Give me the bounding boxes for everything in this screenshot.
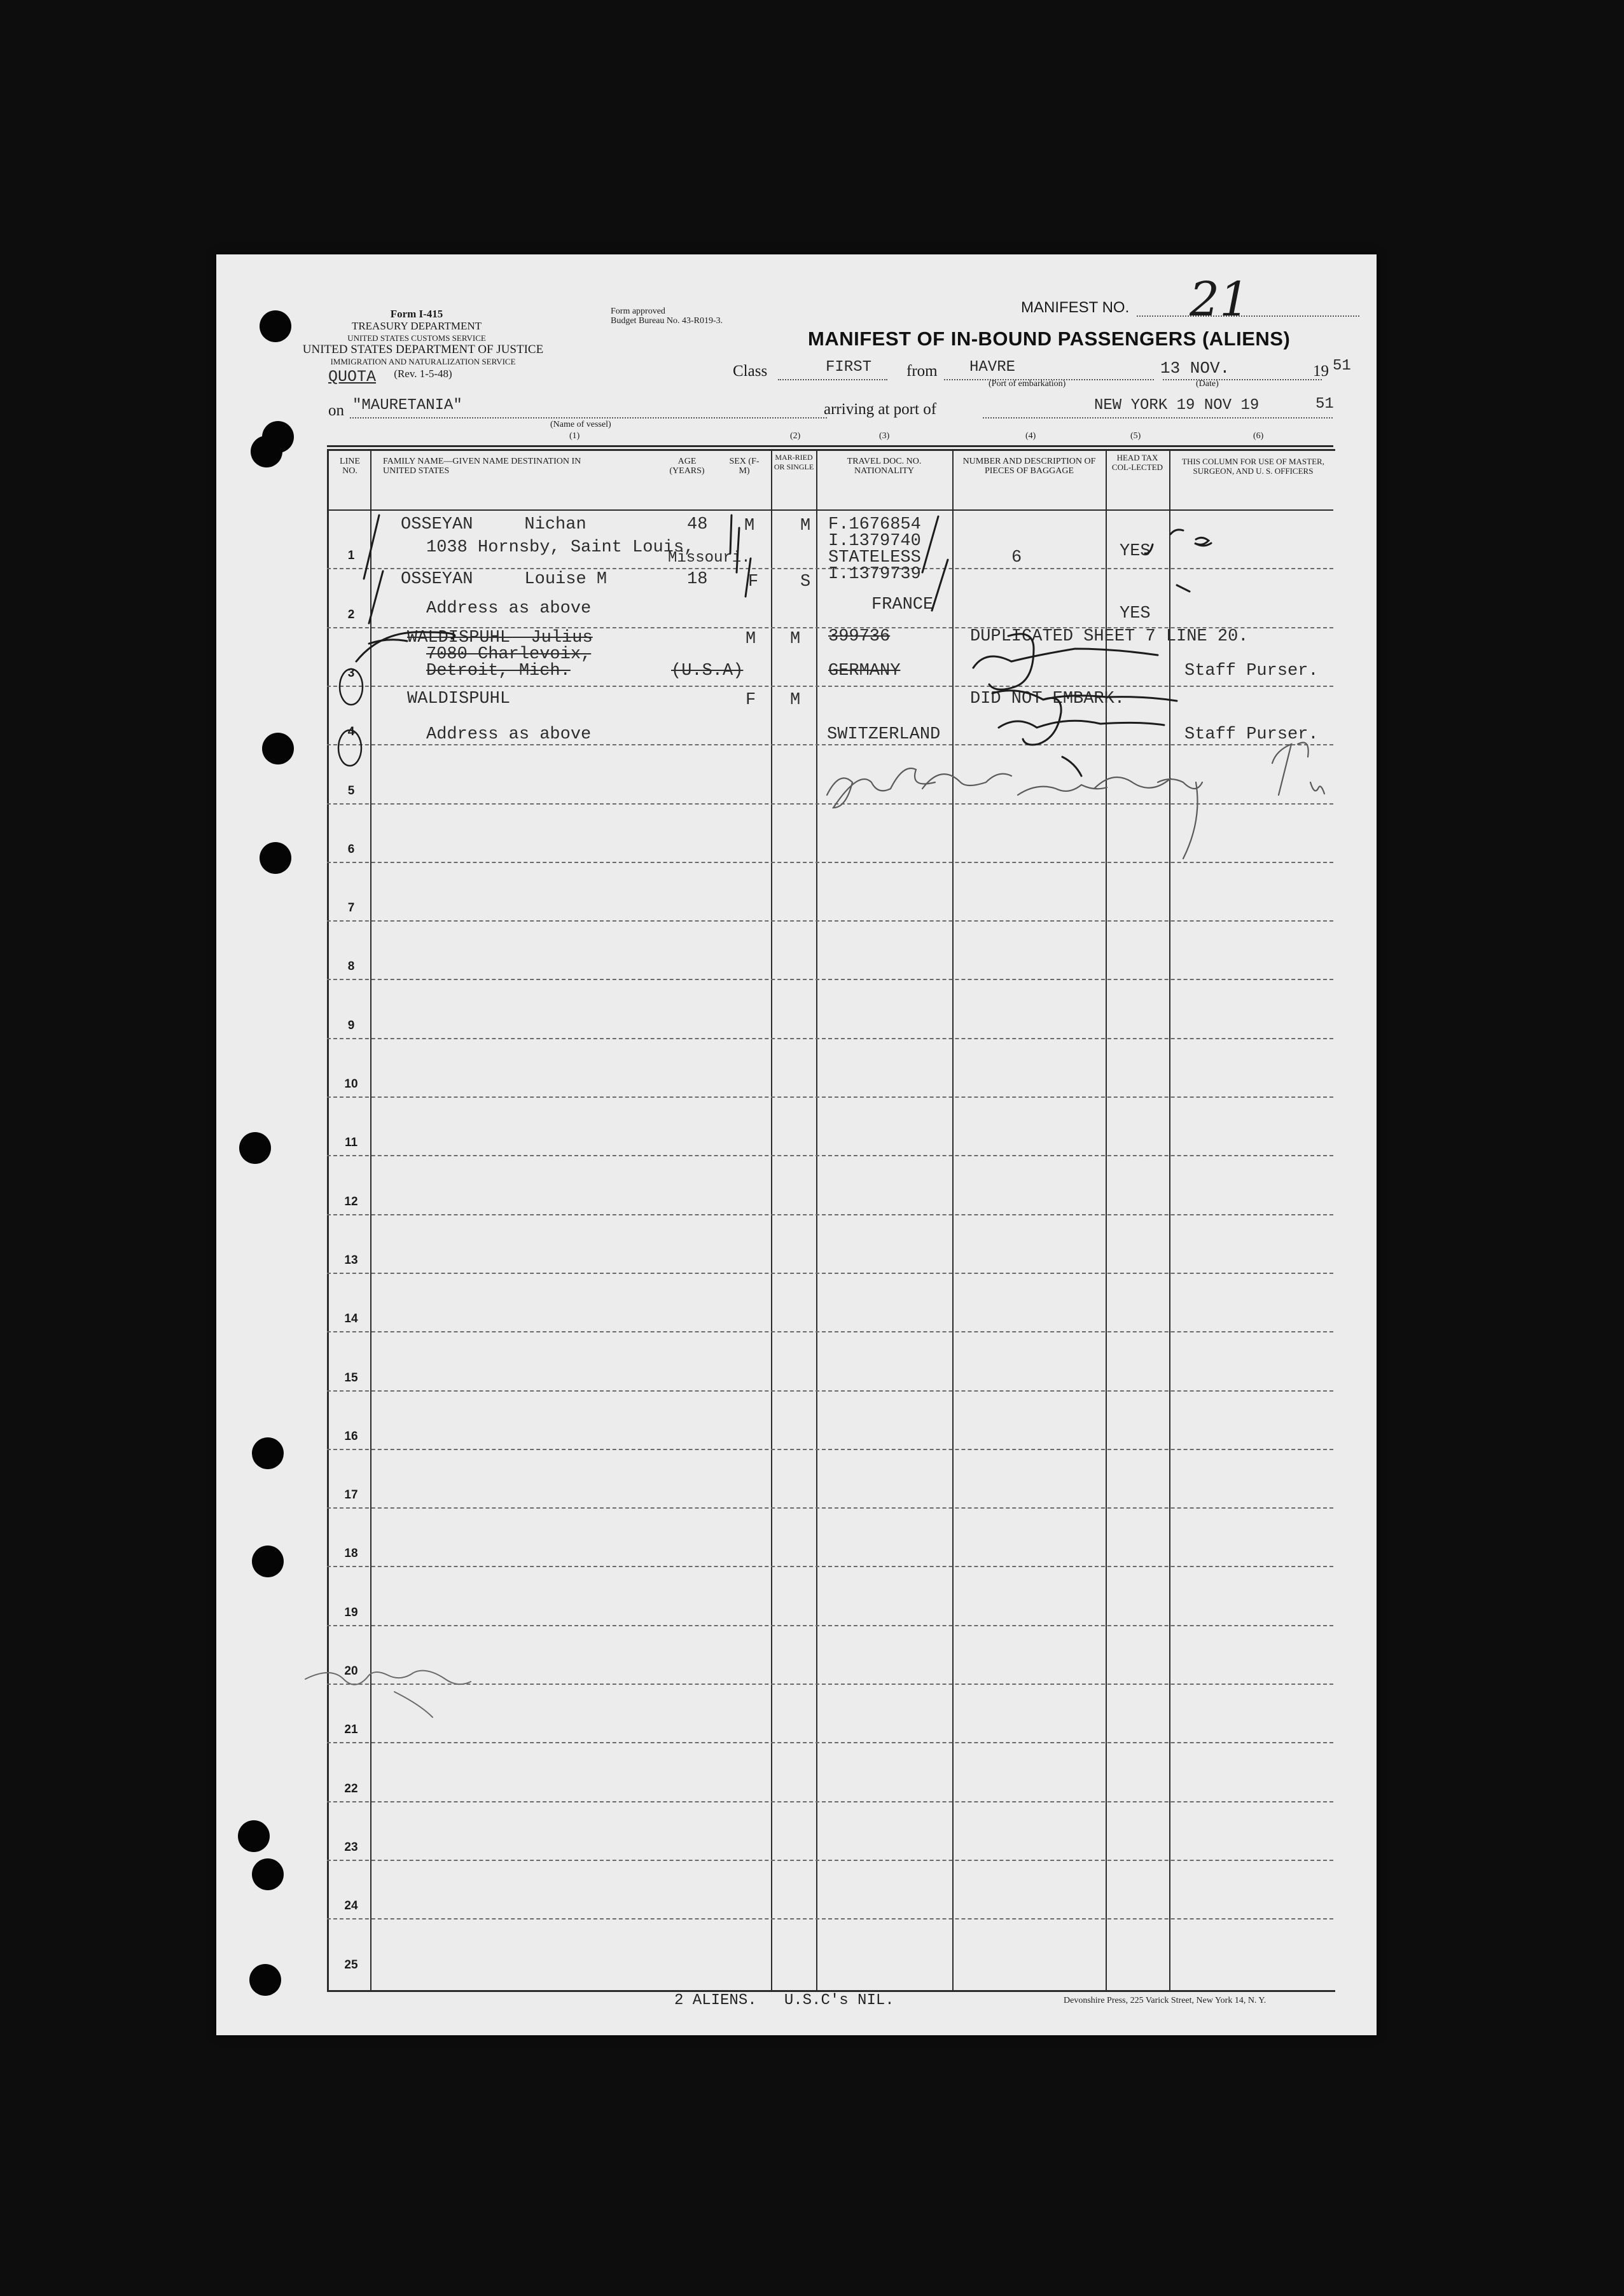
row3-nationality: GERMANY bbox=[828, 661, 901, 681]
row2-head-tax: YES bbox=[1120, 604, 1151, 623]
row1-doc1: F.1676854 bbox=[828, 515, 921, 534]
row3-staff-purser: Staff Purser. bbox=[1184, 661, 1319, 681]
line-number: 24 bbox=[344, 1899, 358, 1913]
line-number: 2 bbox=[347, 607, 355, 621]
printer-credit: Devonshire Press, 225 Varick Street, New York 14, N. Y. bbox=[1064, 1996, 1267, 2005]
header-line-no: LINE NO. bbox=[340, 457, 360, 476]
doj-label: UNITED STATES DEPARTMENT OF JUSTICE bbox=[302, 343, 544, 356]
line-number: 12 bbox=[344, 1194, 358, 1208]
budget-label: Budget Bureau No. 43-R019-3. bbox=[611, 316, 723, 326]
header-married: MAR-RIED OR SINGLE bbox=[774, 453, 814, 471]
form-number: Form I-415 bbox=[390, 308, 443, 320]
line-number: 25 bbox=[344, 1958, 358, 1972]
handwritten-checkmarks bbox=[216, 254, 1377, 2035]
row4-nationality: SWITZERLAND bbox=[827, 725, 941, 744]
row4-staff-purser: Staff Purser. bbox=[1184, 725, 1319, 744]
header-officers: THIS COLUMN FOR USE OF MASTER, SURGEON, AND U. S. OFFICERS bbox=[1182, 457, 1324, 476]
row3-usa: (U.S.A) bbox=[671, 661, 744, 681]
line-number: 15 bbox=[344, 1371, 358, 1385]
class-value: FIRST bbox=[826, 359, 872, 376]
manifest-number-value: 21 bbox=[1190, 272, 1250, 327]
line-number: 23 bbox=[344, 1840, 358, 1854]
row1-doc2: I.1379740 bbox=[828, 532, 921, 551]
header-travel-doc: TRAVEL DOC. NO. NATIONALITY bbox=[847, 457, 922, 476]
customs-label: UNITED STATES CUSTOMS SERVICE bbox=[347, 333, 486, 343]
line-number: 7 bbox=[347, 901, 355, 915]
row1-baggage: 6 bbox=[1011, 548, 1022, 567]
line-number: 16 bbox=[344, 1429, 358, 1443]
class-label: Class bbox=[733, 363, 768, 380]
manifest-page bbox=[216, 254, 1377, 2035]
row2-name: OSSEYAN Louise M bbox=[401, 570, 607, 589]
on-label: on bbox=[328, 402, 344, 419]
line-number: 9 bbox=[347, 1018, 355, 1032]
column-number: (2) bbox=[790, 431, 801, 441]
line-number: 8 bbox=[347, 960, 355, 974]
header-name: FAMILY NAME—GIVEN NAME DESTINATION IN UNITED STATES bbox=[383, 457, 581, 476]
line-number: 18 bbox=[344, 1547, 358, 1561]
row3-duplicated-note: DUPLICATED SHEET 7 LINE 20. bbox=[970, 627, 1249, 646]
column-number: (4) bbox=[1025, 431, 1036, 441]
row2-nationality: FRANCE bbox=[871, 595, 934, 614]
arrival-year: 51 bbox=[1315, 396, 1334, 413]
date-value: 13 NOV. bbox=[1160, 359, 1230, 378]
ins-label: IMMIGRATION AND NATURALIZATION SERVICE bbox=[330, 357, 516, 366]
line-number: 13 bbox=[344, 1253, 358, 1267]
treasury-label: TREASURY DEPARTMENT bbox=[351, 320, 482, 332]
footer-summary: 2 ALIENS. U.S.C's NIL. bbox=[674, 1992, 894, 2009]
line-number: 19 bbox=[344, 1605, 358, 1619]
header-head-tax: HEAD TAX COL-LECTED bbox=[1111, 453, 1163, 472]
header-age: AGE (YEARS) bbox=[669, 457, 705, 476]
row1-address: 1038 Hornsby, Saint Louis, bbox=[426, 538, 695, 557]
row3-sex: M bbox=[746, 630, 756, 649]
row2-sex: F bbox=[748, 572, 759, 591]
year-value: 51 bbox=[1333, 357, 1351, 375]
line-number: 3 bbox=[347, 666, 355, 680]
approval-label: Form approved bbox=[611, 307, 665, 316]
column-number: (3) bbox=[879, 431, 890, 441]
from-label: from bbox=[906, 363, 938, 380]
line-number: 4 bbox=[347, 725, 355, 739]
line-number: 1 bbox=[347, 549, 355, 563]
row2-address: Address as above bbox=[426, 599, 592, 618]
line-number: 11 bbox=[344, 1136, 358, 1150]
row4-marital: M bbox=[790, 691, 801, 710]
manifest-title: MANIFEST OF IN-BOUND PASSENGERS (ALIENS) bbox=[808, 328, 1291, 350]
row2-doc: I.1379739 bbox=[828, 565, 921, 584]
row4-address: Address as above bbox=[426, 725, 592, 744]
header-sex: SEX (F-M) bbox=[729, 457, 760, 476]
year-prefix: 19 bbox=[1313, 363, 1329, 380]
row3-city: Detroit, Mich. bbox=[426, 661, 571, 681]
row1-state: Missouri. bbox=[668, 550, 751, 567]
line-number: 21 bbox=[344, 1723, 358, 1737]
row1-name: OSSEYAN Nichan bbox=[401, 515, 586, 534]
vessel-caption: (Name of vessel) bbox=[550, 420, 611, 429]
line-number: 6 bbox=[347, 842, 355, 856]
row4-name: WALDISPUHL bbox=[407, 689, 511, 709]
row1-age: 48 bbox=[687, 515, 708, 534]
row2-age: 18 bbox=[687, 570, 708, 589]
quota-stamp: QUOTA bbox=[328, 368, 377, 386]
vessel-name: "MAURETANIA" bbox=[352, 397, 462, 414]
line-number: 20 bbox=[344, 1664, 358, 1678]
row1-marital: M bbox=[800, 516, 811, 536]
row3-address: 7080 Charlevoix, bbox=[426, 645, 592, 664]
port-caption: (Port of embarkation) bbox=[989, 379, 1066, 389]
row4-not-embark: DID NOT EMBARK. bbox=[970, 689, 1125, 709]
column-number: (1) bbox=[569, 431, 580, 441]
column-number: (6) bbox=[1253, 431, 1264, 441]
column-number: (5) bbox=[1130, 431, 1141, 441]
row3-doc: 399736 bbox=[828, 627, 891, 646]
header-baggage: NUMBER AND DESCRIPTION OF PIECES OF BAGGAGE bbox=[962, 457, 1096, 476]
row4-sex: F bbox=[746, 691, 756, 710]
line-number: 22 bbox=[344, 1781, 358, 1795]
revision-label: (Rev. 1-5-48) bbox=[394, 368, 452, 380]
row3-name: WALDISPUHL Julius bbox=[407, 628, 593, 647]
date-caption: (Date) bbox=[1196, 379, 1219, 389]
manifest-number-label: MANIFEST NO. bbox=[1021, 299, 1130, 316]
line-number: 17 bbox=[344, 1488, 358, 1502]
line-number: 5 bbox=[347, 784, 355, 798]
row2-marital: S bbox=[800, 572, 811, 591]
row1-sex: M bbox=[744, 516, 755, 536]
row3-marital: M bbox=[790, 630, 801, 649]
row1-nationality: STATELESS bbox=[828, 548, 921, 567]
arriving-label: arriving at port of bbox=[824, 401, 937, 418]
port-value: HAVRE bbox=[969, 359, 1016, 376]
arrival-port: NEW YORK 19 NOV 19 bbox=[1094, 397, 1260, 414]
line-number: 10 bbox=[344, 1077, 358, 1091]
row1-head-tax: YES bbox=[1120, 542, 1151, 561]
line-number: 14 bbox=[344, 1312, 358, 1326]
